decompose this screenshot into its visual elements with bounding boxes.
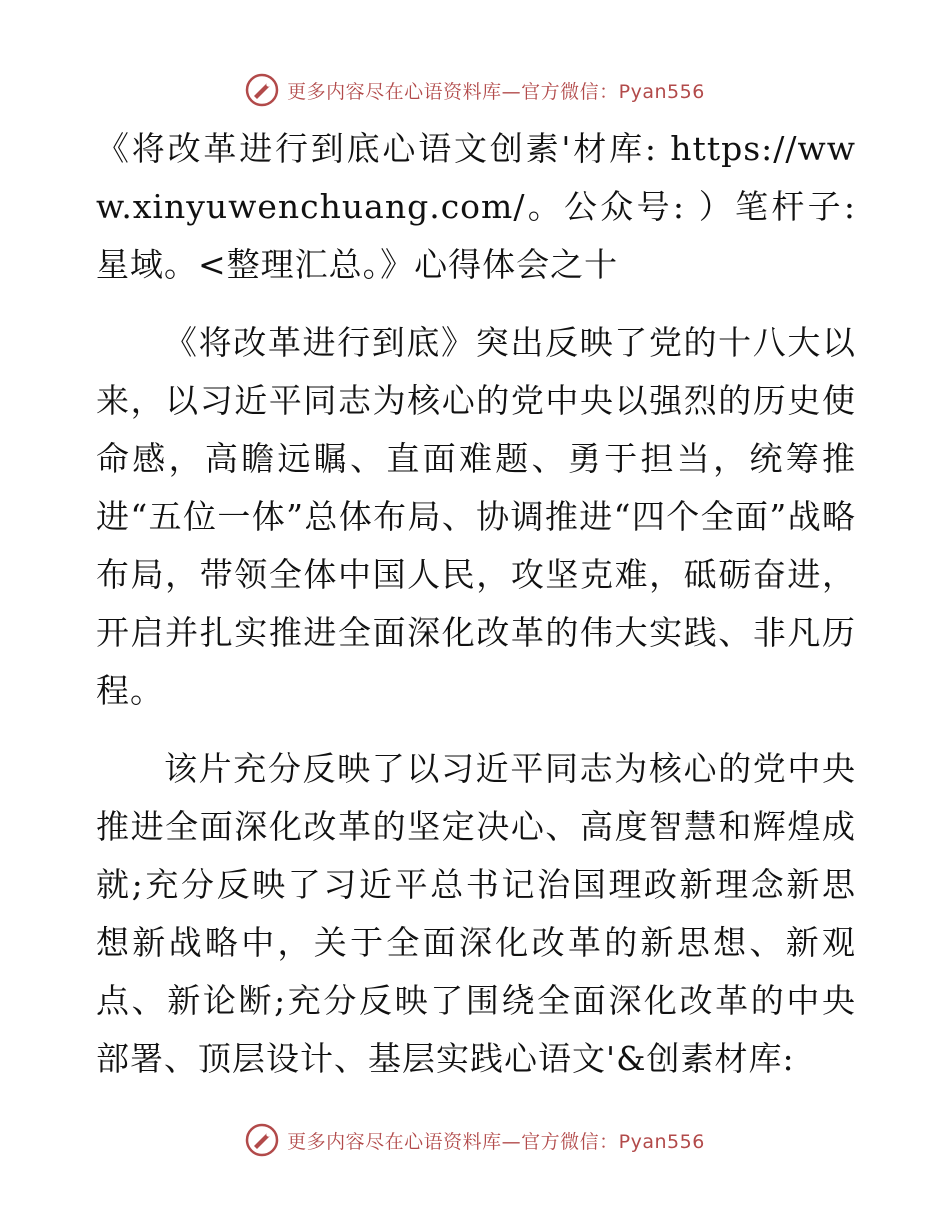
- document-body: [96, 120, 856, 1088]
- seal-logo-icon: [245, 73, 279, 107]
- seal-logo-icon: [245, 1123, 279, 1157]
- header-watermark-text: 更多内容尽在心语资料库—官方微信：Pyan556: [287, 80, 705, 103]
- body-paragraph-2: 该片充分反映了以习近平同志为核心的党中央推进全面深化改革的坚定决心、高度智慧和辉煌成就;充分反映了习近平总书记治国理政新理念新思想新战略中，关于全面深化改革的新思想、新观点、新论断;充分反映了围绕全面深化改革的中央部署、顶层设计、基层实践心语文'&创素材库:: [96, 749, 856, 1078]
- footer-watermark-banner: [0, 1120, 950, 1160]
- footer-watermark-text: 更多内容尽在心语资料库—官方微信：Pyan556: [287, 1130, 705, 1153]
- document-title-paragraph: 《将改革进行到底心语文创素'材库: https://www.xinyuwenchuang.com/。公众号: ）笔杆子:星域。<整理汇总。》心得体会之十: [96, 129, 856, 284]
- header-watermark-banner: [0, 70, 950, 110]
- body-paragraph-1: 《将改革进行到底》突出反映了党的十八大以来，以习近平同志为核心的党中央以强烈的历史使命感，高瞻远瞩、直面难题、勇于担当，统筹推进“五位一体”总体布局、协调推进“四个全面”战略布局，带领全体中国人民，攻坚克难，砥砺奋进，开启并扎实推进全面深化改革的伟大实践、非凡历程。: [96, 323, 856, 710]
